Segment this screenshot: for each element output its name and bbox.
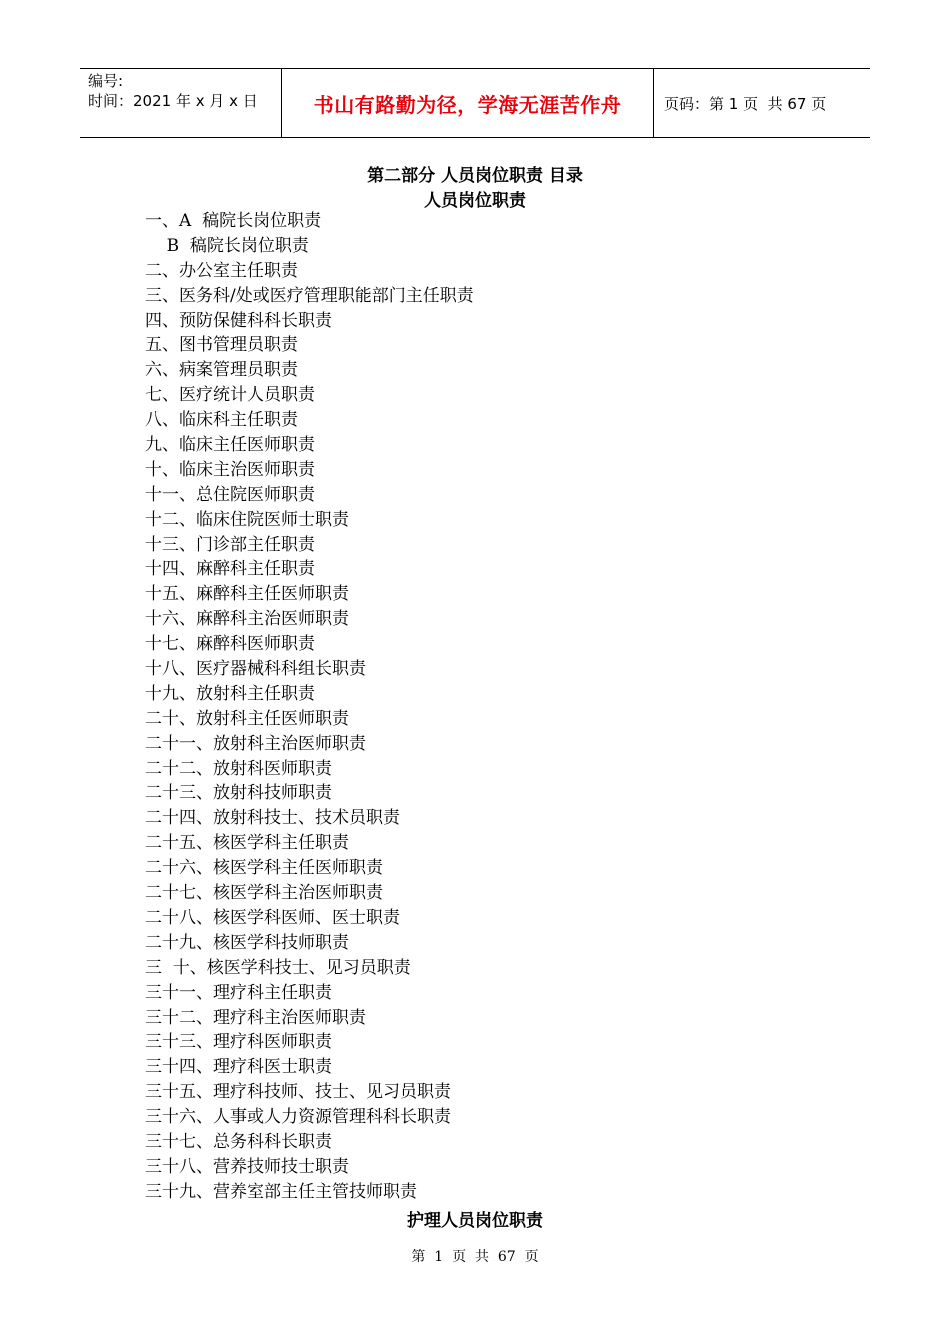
toc-item: 十八、医疗器械科科组长职责 bbox=[145, 659, 366, 680]
header-meta bbox=[80, 69, 282, 137]
header-page-info bbox=[654, 69, 870, 137]
page-footer: 第 1 页 共 67 页 bbox=[411, 1249, 539, 1265]
table-of-contents bbox=[145, 209, 474, 1205]
toc-item: 二十二、放射科医师职责 bbox=[145, 758, 332, 779]
toc-item: 三十九、营养室部主任主管技师职责 bbox=[145, 1181, 417, 1202]
toc-item: 二十一、放射科主治医师职责 bbox=[145, 733, 366, 754]
section-title: 人员岗位职责 bbox=[424, 191, 526, 211]
page-info-text: 页码：第 1 页 共 67 页 bbox=[664, 94, 827, 113]
toc-item: 五、图书管理员职责 bbox=[145, 335, 298, 356]
toc-item: 十二、临床住院医师士职责 bbox=[145, 509, 349, 530]
toc-item: 二十八、核医学科医师、医士职责 bbox=[145, 907, 400, 928]
number-label: 编号: bbox=[88, 72, 124, 90]
toc-item: 十五、麻醉科主任医师职责 bbox=[145, 584, 349, 605]
toc-item: 三十七、总务科科长职责 bbox=[145, 1131, 332, 1152]
toc-item: 九、临床主任医师职责 bbox=[145, 435, 315, 456]
toc-item: 十七、麻醉科医师职责 bbox=[145, 634, 315, 655]
date-label: 时间：2021 年 x 月 x 日 bbox=[88, 92, 258, 110]
toc-item: 二十六、核医学科主任医师职责 bbox=[145, 858, 383, 879]
toc-item: 三 十、核医学科技士、见习员职责 bbox=[145, 957, 411, 978]
toc-item: 二十九、核医学科技师职责 bbox=[145, 932, 349, 953]
toc-item: 八、临床科主任职责 bbox=[145, 410, 298, 431]
toc-item: B 稿院长岗位职责 bbox=[145, 235, 309, 256]
toc-item: 三十三、理疗科医师职责 bbox=[145, 1032, 332, 1053]
toc-item: 二十七、核医学科主治医师职责 bbox=[145, 883, 383, 904]
toc-item: 十四、麻醉科主任职责 bbox=[145, 559, 315, 580]
toc-item: 二十五、核医学科主任职责 bbox=[145, 833, 349, 854]
toc-item: 十、临床主治医师职责 bbox=[145, 459, 315, 480]
toc-item: 三十五、理疗科技师、技士、见习员职责 bbox=[145, 1082, 451, 1103]
document-title: 第二部分 人员岗位职责 目录 bbox=[367, 166, 583, 186]
toc-item: 六、病案管理员职责 bbox=[145, 360, 298, 381]
toc-item: 三十八、营养技师技士职责 bbox=[145, 1156, 349, 1177]
toc-item: 二十三、放射科技师职责 bbox=[145, 783, 332, 804]
next-section-title: 护理人员岗位职责 bbox=[407, 1211, 543, 1231]
document-header bbox=[80, 68, 870, 138]
toc-item: 七、医疗统计人员职责 bbox=[145, 385, 315, 406]
toc-item: 三十一、理疗科主任职责 bbox=[145, 982, 332, 1003]
toc-item: 十六、麻醉科主治医师职责 bbox=[145, 609, 349, 630]
toc-item: 二、办公室主任职责 bbox=[145, 260, 298, 281]
toc-item: 十九、放射科主任职责 bbox=[145, 683, 315, 704]
toc-item: 三、医务科/处或医疗管理职能部门主任职责 bbox=[145, 285, 474, 306]
header-motto: 书山有路勤为径，学海无涯苦作舟 bbox=[282, 69, 654, 137]
toc-item: 十一、总住院医师职责 bbox=[145, 484, 315, 505]
toc-item: 一、A 稿院长岗位职责 bbox=[145, 211, 322, 231]
toc-item: 三十二、理疗科主治医师职责 bbox=[145, 1007, 366, 1028]
toc-item: 三十六、人事或人力资源管理科科长职责 bbox=[145, 1107, 451, 1128]
toc-item: 三十四、理疗科医士职责 bbox=[145, 1057, 332, 1078]
toc-item: 二十、放射科主任医师职责 bbox=[145, 708, 349, 729]
toc-item: 二十四、放射科技士、技术员职责 bbox=[145, 808, 400, 829]
toc-item: 十三、门诊部主任职责 bbox=[145, 534, 315, 555]
toc-item: 四、预防保健科科长职责 bbox=[145, 310, 332, 331]
